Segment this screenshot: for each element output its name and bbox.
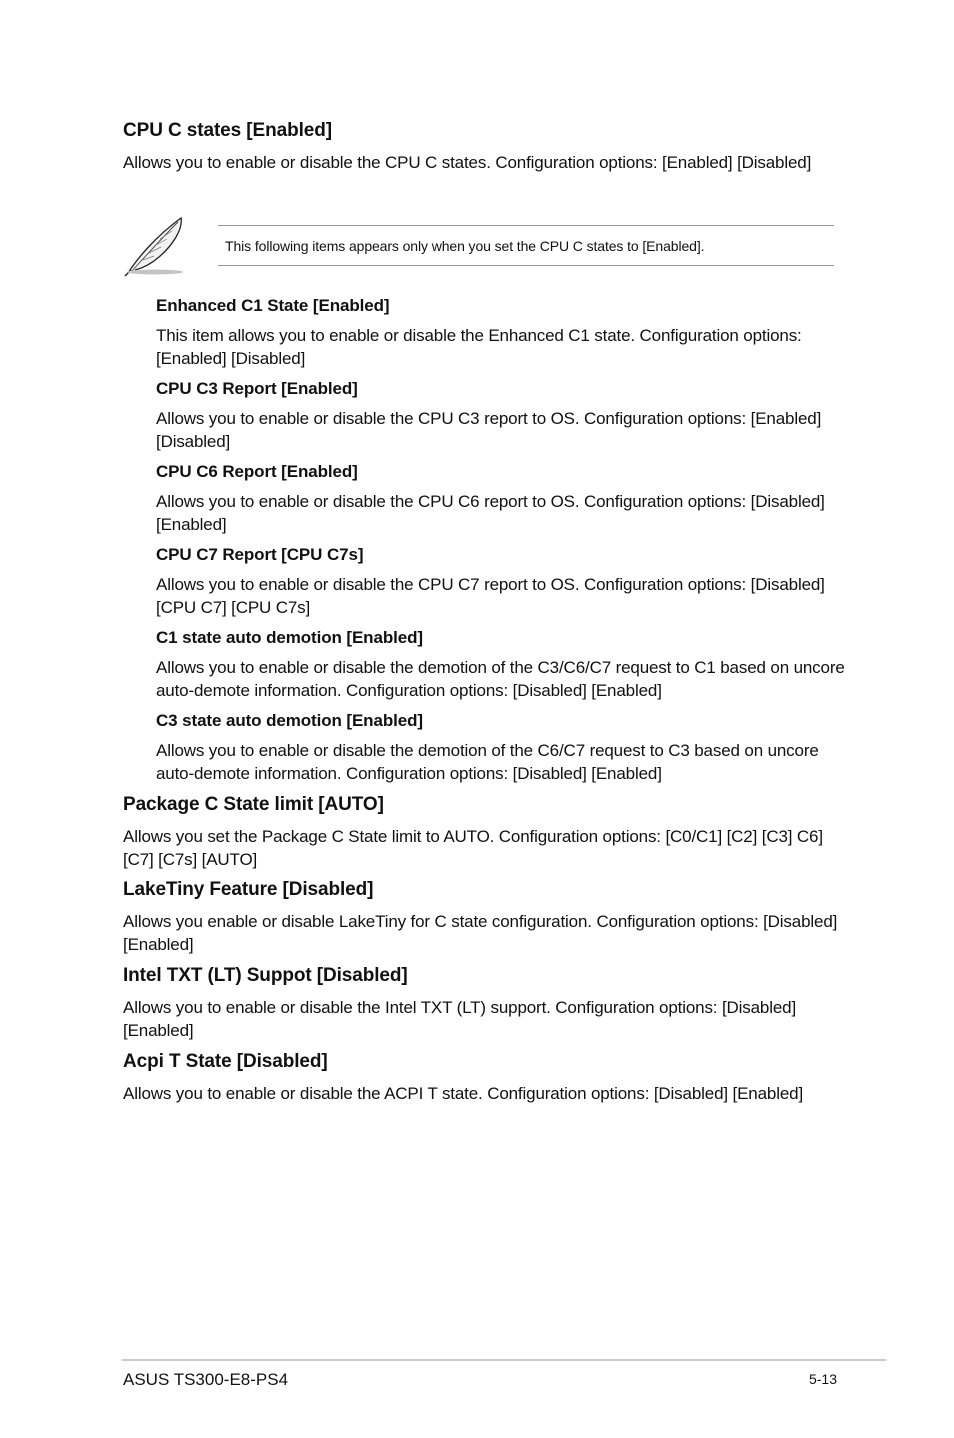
subsection-title: C1 state auto demotion [Enabled] — [156, 628, 423, 647]
section-description: Allows you to enable or disable the ACPI T state. Configuration options: [Disabled] [Enabled] — [123, 1084, 804, 1103]
section-description: Allows you enable or disable LakeTiny for C state configuration. Configuration options: [Disabled] [Enabled] — [123, 912, 838, 954]
subsection-title: CPU C6 Report [Enabled] — [156, 462, 358, 481]
section-enhanced-c1 — [156, 295, 846, 370]
section-cpu-c6-report — [156, 461, 846, 536]
section-description: Allows you to enable or disable the Intel TXT (LT) support. Configuration options: [Disabled] [Enabled] — [123, 998, 797, 1040]
footer-rule — [122, 1359, 886, 1361]
section-acpi-t-state — [123, 1050, 863, 1105]
section-c1-auto-demotion — [156, 627, 846, 702]
section-cpu-c-states — [123, 119, 843, 174]
note-text: This following items appears only when you set the CPU C states to [Enabled]. — [225, 238, 705, 254]
footer-product-name: ASUS TS300-E8-PS4 — [123, 1370, 289, 1389]
section-laketiny — [123, 878, 843, 956]
section-cpu-c3-report — [156, 378, 846, 453]
section-package-c-state — [123, 793, 843, 871]
subsection-description: Allows you to enable or disable the CPU C7 report to OS. Configuration options: [Disabled] [CPU C7] [CPU C7s] — [156, 575, 825, 617]
section-description: Allows you set the Package C State limit to AUTO. Configuration options: [C0/C1] [C2] [C3] C6] [C7] [C7s] [AUTO] — [123, 827, 823, 869]
section-title: CPU C states [Enabled] — [123, 120, 332, 141]
section-title: Acpi T State [Disabled] — [123, 1051, 328, 1072]
subsection-title: CPU C3 Report [Enabled] — [156, 379, 358, 398]
footer-page-number: 5-13 — [808, 1371, 837, 1387]
subsection-description: Allows you to enable or disable the CPU C3 report to OS. Configuration options: [Enabled] [Disabled] — [156, 409, 822, 451]
section-intel-txt — [123, 964, 843, 1042]
section-title: Package C State limit [AUTO] — [123, 794, 384, 815]
subsection-title: CPU C7 Report [CPU C7s] — [156, 545, 364, 564]
subsection-title: C3 state auto demotion [Enabled] — [156, 711, 423, 730]
subsection-title: Enhanced C1 State [Enabled] — [156, 296, 390, 315]
section-c3-auto-demotion — [156, 710, 846, 785]
feather-pen-icon — [121, 215, 187, 277]
section-description: Allows you to enable or disable the CPU C states. Configuration options: [Enabled] [Disabled] — [123, 153, 812, 172]
note-bottom-rule — [218, 265, 834, 266]
section-cpu-c7-report — [156, 544, 846, 619]
section-title: Intel TXT (LT) Suppot [Disabled] — [123, 965, 408, 986]
subsection-description: This item allows you to enable or disable the Enhanced C1 state. Configuration options: [Enabled] [Disabled] — [156, 326, 802, 368]
note-top-rule — [218, 225, 834, 226]
subsection-description: Allows you to enable or disable the CPU C6 report to OS. Configuration options: [Disabled] [Enabled] — [156, 492, 825, 534]
subsection-description: Allows you to enable or disable the demotion of the C6/C7 request to C3 based on uncore auto-demote information. Configuration options: [Disabled] [Enabled] — [156, 741, 819, 783]
subsection-description: Allows you to enable or disable the demotion of the C3/C6/C7 request to C1 based on uncore auto-demote information. Configuration options: [Disabled] [Enabled] — [156, 658, 845, 700]
section-title: LakeTiny Feature [Disabled] — [123, 879, 374, 900]
